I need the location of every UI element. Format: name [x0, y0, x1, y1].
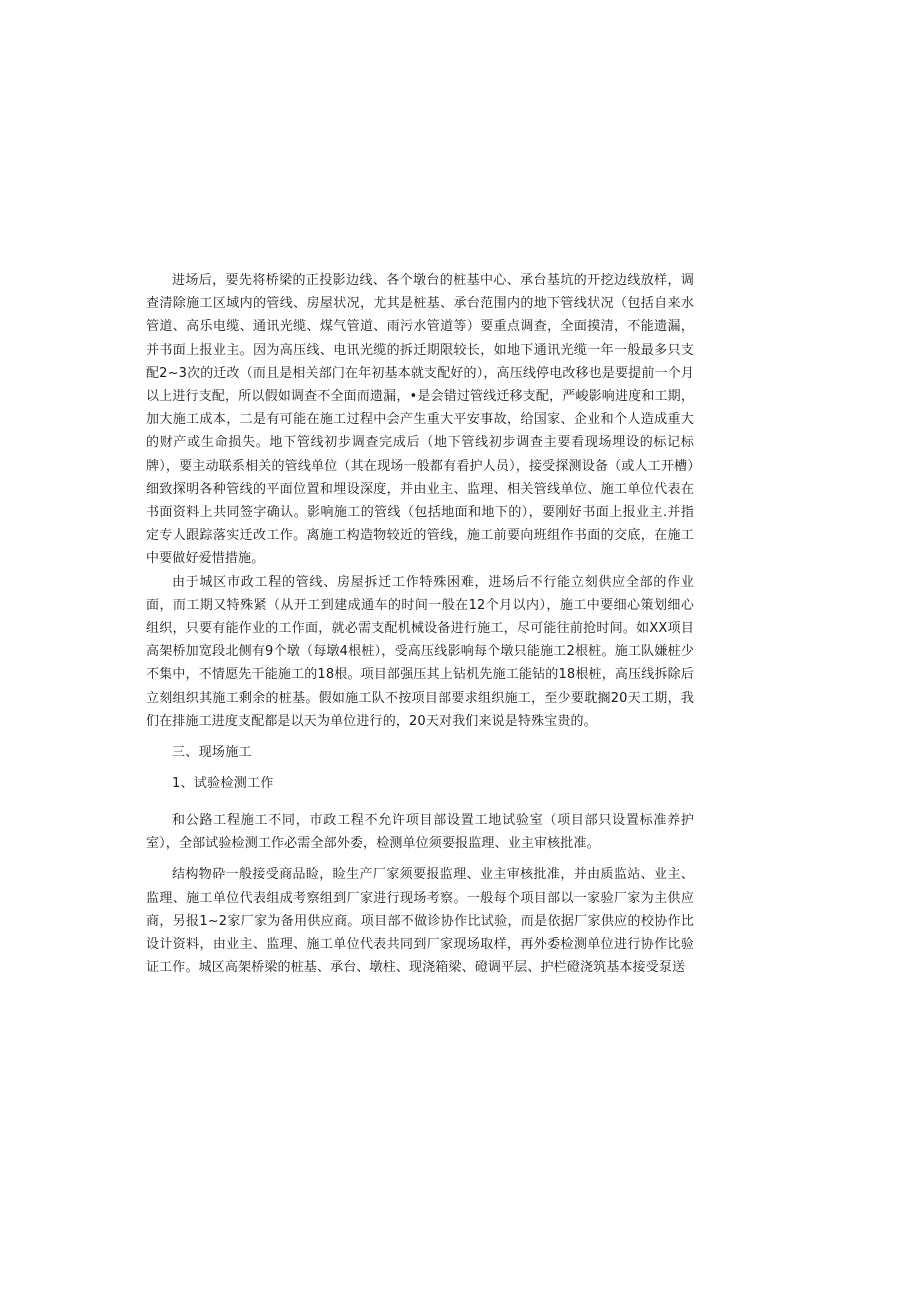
subsection-heading: 1、试验检测工作 — [172, 776, 274, 792]
paragraph-testing-outsourcing: 和公路工程施工不同，市政工程不允许项目部设置工地试验室（项目部只设置标准养护室），全部试验检测工作必需全部外委，检测单位须要报监理、业主审核批准。 — [146, 813, 694, 852]
paragraph-pipeline-survey: 进场后，要先将桥梁的正投影边线、各个墩台的桩基中心、承台基坑的开挖边线放样，调查清除施工区域内的管线、房屋状况，尤其是桩基、承台范围内的地下管线状况（包括自来水管道、高乐电缆、通讯光缆、煤气管道、雨污水管道等）要重点调查，全面摸清，不能遗漏，并书面上报业主。因为高压线、电讯光缆的拆迁期限较长，如地下通讯光缆一年一般最多只支配2~3次的迁改（而且是相关部门在年初基本就支配好的），高压线停电改移也是要提前一个月以上进行支配，所以假如调查不全面而遗漏，•是会错过管线迁移支配，严峻影响进度和工期，加大施工成本，二是有可能在施工过程中会产生重大平安事故，给国家、企业和个人造成重大的财产或生命损失。地下管线初步调查完成后（地下管线初步调查主要看现场埋设的标记标牌），要主动联系相关的管线单位（其在现场一般都有看护人员），接受探测设备（或人工开槽）细致探明各种管线的平面位置和埋设深度，并由业主、监理、相关管线单位、施工单位代表在书面资料上共同签字确认。影响施工的管线（包括地面和地下的），要刚好书面上报业主.并指定专人跟踪落实迁改工作。离施工构造物较近的管线，施工前要向班组作书面的交底，在施工中要做好爱惜措施。 — [146, 273, 694, 567]
document-page — [146, 269, 694, 979]
paragraph-concrete-supply: 结构物砕一般接受商品睑，睑生产厂家须要报监理、业主审核批准，并由质监站、业主、监理、施工单位代表组成考察组到厂家进行现场考察。一般每个项目部以一家验厂家为主供应商，另报1~2家厂家为备用供应商。项目部不做诊协作比试验，而是依据厂家供应的校协作比设计资料，由业主、监理、施工单位代表共同到厂家现场取样，再外委检测单位进行协作比验证工作。城区高架桥梁的桩基、承台、墩柱、现浇箱梁、磴调平层、护栏磴浇筑基本接受泵送 — [146, 867, 694, 976]
section-heading: 三、现场施工 — [172, 745, 252, 761]
paragraph-work-schedule: 由于城区市政工程的管线、房屋拆迁工作特殊困难，进场后不行能立刻供应全部的作业面，而工期又特殊紧（从开工到建成通车的时间一般在12个月以内），施工中要细心策划细心组织，只要有能作业的工作面，就必需支配机械设备进行施工，尽可能往前抢时间。如XX项目高架桥加宽段北侧有9个墩（每墩4根桩），受高压线影响每个墩只能施工2根桩。施工队嫌桩少不集中，不情愿先干能施工的18根。项目部强压其上钻机先施工能钻的18根桩，高压线拆除后立刻组织其施工剩余的桩基。假如施工队不按项目部要求组织施工，至少要耽搁20天工期，我们在排施工进度支配都是以天为单位进行的，20天对我们来说是特殊宝贵的。 — [146, 574, 694, 729]
